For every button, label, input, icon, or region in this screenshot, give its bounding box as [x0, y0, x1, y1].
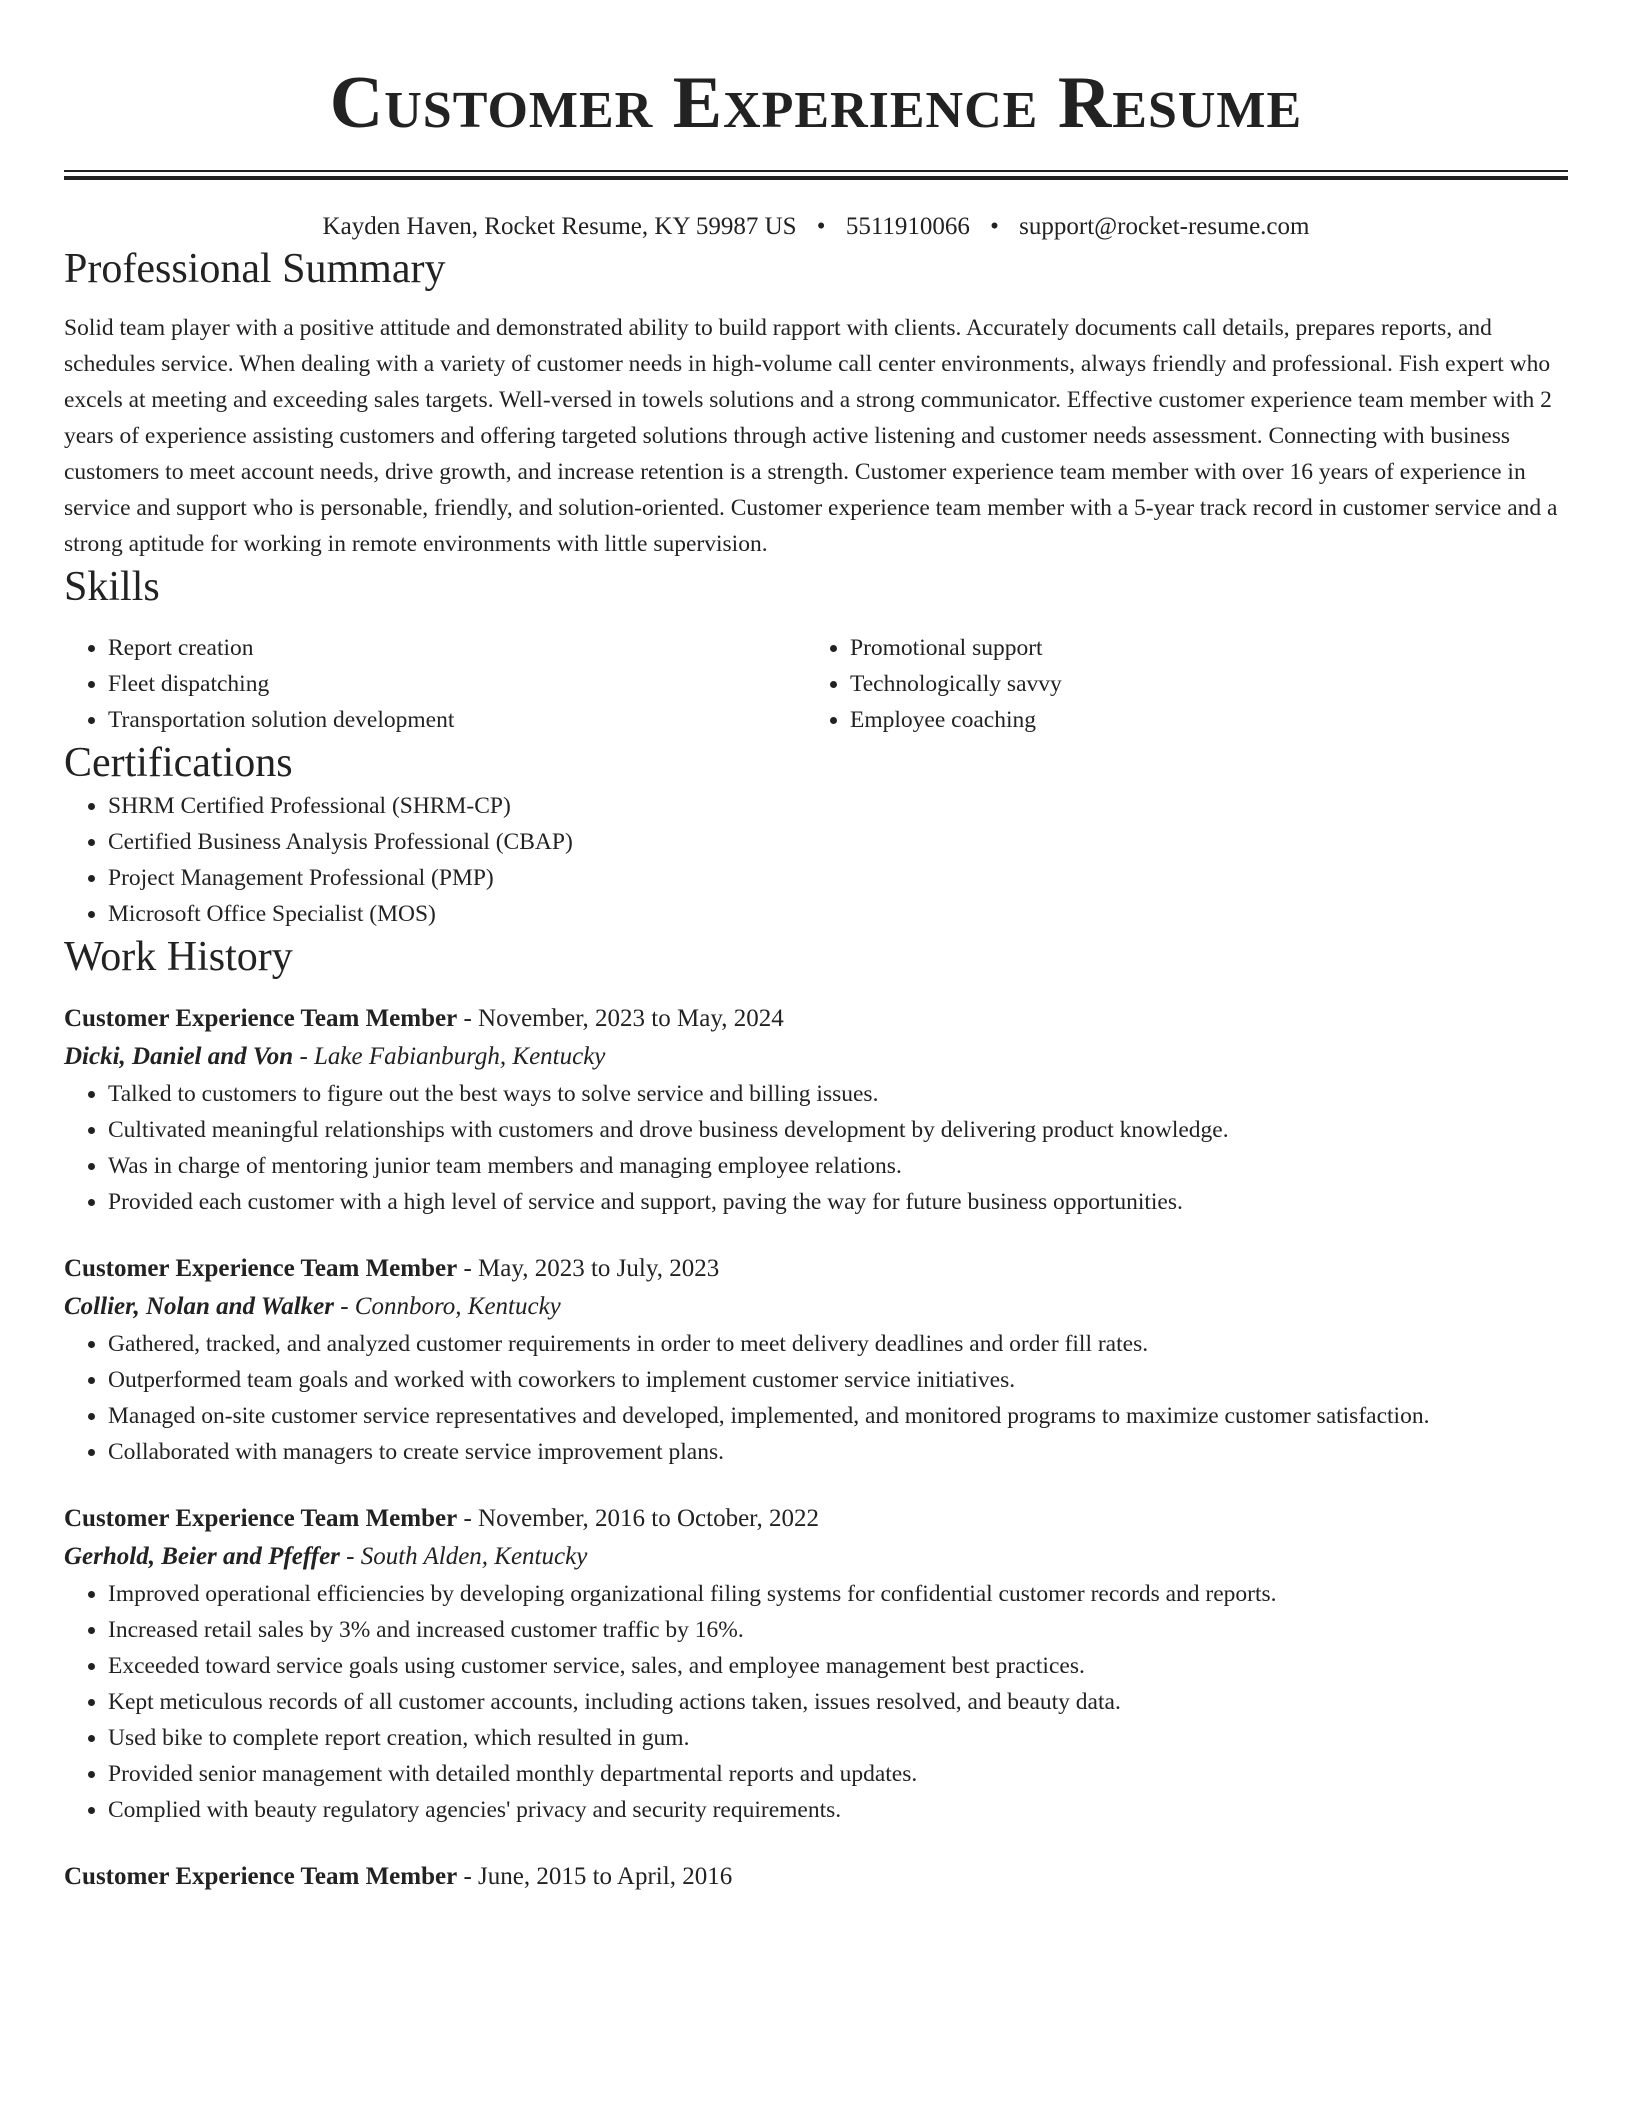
job-duties-list: [64, 1326, 1568, 1470]
contact-address: Kayden Haven, Rocket Resume, KY 59987 US: [322, 213, 797, 240]
job-role: Customer Experience Team Member: [64, 1255, 458, 1282]
job-dates: - May, 2023 to July, 2023: [457, 1255, 720, 1282]
contact-separator: •: [816, 213, 826, 240]
certification-item: • Project Management Professional (PMP): [108, 860, 1568, 896]
certification-item: • Certified Business Analysis Professional (CBAP): [108, 824, 1568, 860]
contact-separator: •: [990, 213, 999, 240]
skill-item: • Technologically savvy: [850, 666, 1548, 702]
skill-item: • Transportation solution development: [108, 702, 806, 738]
summary-heading: Professional Summary: [64, 246, 446, 292]
skills-grid: [64, 630, 1568, 738]
job-company: Collier, Nolan and Walker: [64, 1293, 334, 1320]
job-duty: • Outperformed team goals and worked with coworkers to implement customer service initiatives.: [108, 1362, 1568, 1398]
skill-item: • Promotional support: [850, 630, 1548, 666]
skills-column-right: [806, 630, 1548, 738]
job-entry: [64, 1000, 1568, 1220]
job-duty: • Managed on-site customer service representatives and developed, implemented, and monitored programs to maximize customer satisfaction.: [108, 1398, 1568, 1434]
job-duty: • Exceeded toward service goals using customer service, sales, and employee management best practices.: [108, 1648, 1568, 1684]
job-header: [64, 1858, 1568, 1896]
skill-item: • Fleet dispatching: [108, 666, 806, 702]
job-duty: • Used bike to complete report creation, which resulted in gum.: [108, 1720, 1568, 1756]
job-duty: • Cultivated meaningful relationships with customers and drove business development by delivering product knowledge.: [108, 1112, 1568, 1148]
title-divider: [64, 170, 1568, 180]
job-location: - South Alden, Kentucky: [339, 1543, 588, 1570]
certifications-list: [64, 788, 1568, 932]
contact-phone: 5511910066: [845, 213, 970, 240]
skills-list-left: [64, 630, 806, 738]
job-role: Customer Experience Team Member: [64, 1863, 458, 1890]
job-duty: • Gathered, tracked, and analyzed customer requirements in order to meet delivery deadlines and order fill rates.: [108, 1326, 1568, 1362]
job-duty: • Provided each customer with a high level of service and support, paving the way for future business opportunities.: [108, 1184, 1568, 1220]
job-duty: • Improved operational efficiencies by developing organizational filing systems for confidential customer records and reports.: [108, 1576, 1568, 1612]
job-entry: [64, 1500, 1568, 1828]
job-role: Customer Experience Team Member: [64, 1005, 458, 1032]
work-history-heading: Work History: [64, 934, 293, 980]
job-location: - Lake Fabianburgh, Kentucky: [293, 1043, 606, 1070]
job-duty: • Provided senior management with detailed monthly departmental reports and updates.: [108, 1756, 1568, 1792]
job-company-line: [64, 1288, 1568, 1326]
job-dates: - November, 2023 to May, 2024: [457, 1005, 784, 1032]
skill-item: • Report creation: [108, 630, 806, 666]
job-company-line: [64, 1038, 1568, 1076]
job-duty: • Collaborated with managers to create service improvement plans.: [108, 1434, 1568, 1470]
job-header: [64, 1500, 1568, 1538]
job-duties-list: [64, 1076, 1568, 1220]
job-duties-list: [64, 1576, 1568, 1828]
job-dates: - November, 2016 to October, 2022: [457, 1505, 820, 1532]
summary-text: Solid team player with a positive attitude and demonstrated ability to build rapport with clients. Accurately documents call details, prepares reports, and schedules service. When dealing with a variety of customer needs in high-volume call center environments, always friendly and professional. Fish expert who excels at meeting and exceeding sales targets. Well-versed in towels solutions and a strong communicator. Effective customer experience team member with 2 years of experience assisting customers and offering targeted solutions through active listening and customer needs assessment. Connecting with business customers to meet account needs, drive growth, and increase retention is a strength. Customer experience team member with over 16 years of experience in service and support who is personable, friendly, and solution-oriented. Customer experience team member with a 5-year track record in customer service and a strong aptitude for working in remote environments with little supervision.: [64, 315, 1558, 557]
resume-title: Customer Experience Resume: [329, 62, 1303, 144]
job-company: Gerhold, Beier and Pfeffer: [64, 1543, 340, 1570]
job-duty: • Kept meticulous records of all customer accounts, including actions taken, issues resolved, and beauty data.: [108, 1684, 1568, 1720]
job-entry: [64, 1858, 1568, 1896]
skills-column-left: [64, 630, 806, 738]
job-dates: - June, 2015 to April, 2016: [457, 1863, 733, 1890]
job-company: Dicki, Daniel and Von: [64, 1043, 294, 1070]
certification-item: • Microsoft Office Specialist (MOS): [108, 896, 1568, 932]
job-role: Customer Experience Team Member: [64, 1505, 458, 1532]
certification-item: • SHRM Certified Professional (SHRM-CP): [108, 788, 1568, 824]
job-header: [64, 1000, 1568, 1038]
skill-item: • Employee coaching: [850, 702, 1548, 738]
contact-email: support@rocket-resume.com: [1019, 213, 1310, 240]
certifications-heading: Certifications: [64, 740, 293, 786]
job-company-line: [64, 1538, 1568, 1576]
skills-list-right: [806, 630, 1548, 738]
job-header: [64, 1250, 1568, 1288]
job-duty: • Increased retail sales by 3% and increased customer traffic by 16%.: [108, 1612, 1568, 1648]
contact-line: [64, 210, 1568, 244]
job-duty: • Was in charge of mentoring junior team members and managing employee relations.: [108, 1148, 1568, 1184]
skills-heading: Skills: [64, 564, 160, 610]
job-location: - Connboro, Kentucky: [333, 1293, 561, 1320]
resume-page: [64, 0, 1568, 1896]
job-duty: • Complied with beauty regulatory agencies' privacy and security requirements.: [108, 1792, 1568, 1828]
job-duty: • Talked to customers to figure out the best ways to solve service and billing issues.: [108, 1076, 1568, 1112]
job-entry: [64, 1250, 1568, 1470]
